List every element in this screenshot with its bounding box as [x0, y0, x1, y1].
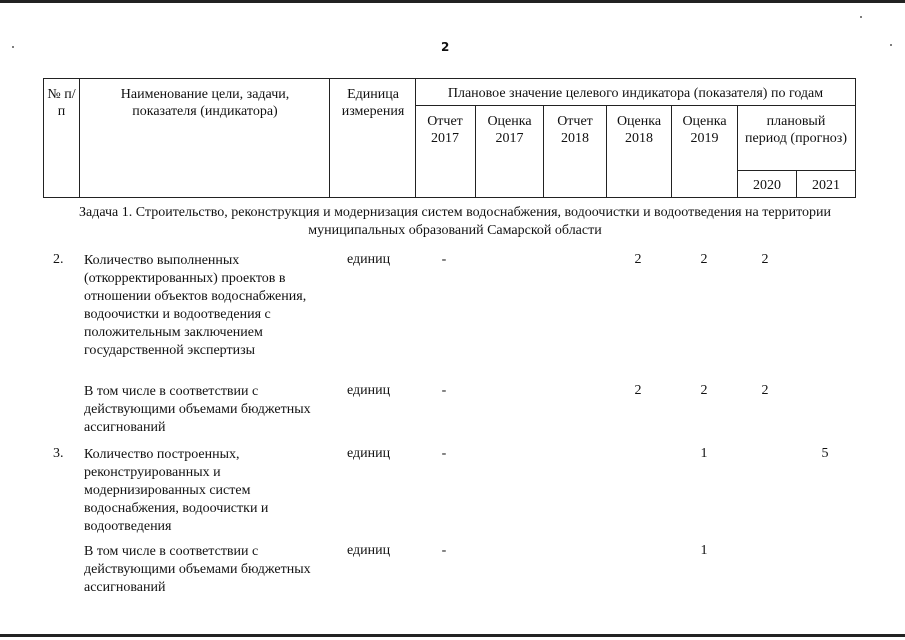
task-title: Задача 1. Строительство, реконструкция и модернизация систем водоснабжения, водоочистки и водоотведения на территории муниципальных образований Самарской области [79, 205, 831, 238]
row-value-otsenka-2019: 1 [700, 543, 708, 558]
row-value-2021: 5 [821, 446, 829, 461]
header-year: Оценка 2018 [616, 114, 662, 146]
row-value-otsenka-2019: 2 [700, 252, 708, 267]
row-name: В том числе в соответствии с действующими объемами бюджетных ассигнований [84, 384, 311, 435]
row-value-otchet-2017: - [441, 543, 447, 558]
row-value-otsenka-2019: 1 [700, 446, 708, 461]
row-value-otsenka-2018: 2 [634, 252, 642, 267]
row-number: 3. [53, 446, 64, 461]
row-value-otchet-2017: - [441, 383, 447, 398]
row-value-otchet-2017: - [441, 446, 447, 461]
header-year: Отчет 2018 [557, 114, 593, 146]
page-number: 2 [441, 40, 450, 54]
scan-speck [860, 16, 862, 18]
header-forecast-year: 2020 [753, 178, 781, 193]
row-name: Количество выполненных (откорректированных) проектов в отношении объектов водоснабжения, водоочистки и водоотведения с положительным заключением государственной экспертизы [84, 253, 307, 358]
row-value-otsenka-2018: 2 [634, 383, 642, 398]
header-year: Оценка 2019 [682, 114, 727, 146]
row-unit: единиц [347, 446, 391, 461]
row-unit: единиц [347, 383, 391, 398]
top-border [0, 0, 905, 3]
row-value-2020: 2 [761, 383, 769, 398]
row-value-otsenka-2019: 2 [700, 383, 708, 398]
header-forecast: плановый период (прогноз) [745, 114, 847, 146]
row-name: В том числе в соответствии с действующими объемами бюджетных ассигнований [84, 544, 311, 595]
bottom-border [0, 634, 905, 637]
scan-speck [12, 46, 14, 48]
row-value-otchet-2017: - [441, 252, 447, 267]
row-unit: единиц [347, 252, 391, 267]
header-year: Оценка 2017 [487, 114, 532, 146]
header-year: Отчет 2017 [427, 114, 463, 146]
header-unit: Единица измерения [341, 87, 405, 119]
row-value-2020: 2 [761, 252, 769, 267]
header-name: Наименование цели, задачи, показателя (индикатора) [120, 87, 290, 119]
scan-speck [890, 44, 892, 46]
row-name: Количество построенных, реконструированных и модернизированных систем водоснабжения, водоочистки и водоотведения [84, 447, 269, 534]
header-num: № п/п [47, 87, 76, 119]
row-unit: единиц [347, 543, 391, 558]
header-forecast-year: 2021 [812, 178, 840, 193]
header-plan: Плановое значение целевого индикатора (показателя) по годам [447, 86, 824, 101]
row-number: 2. [53, 252, 64, 267]
